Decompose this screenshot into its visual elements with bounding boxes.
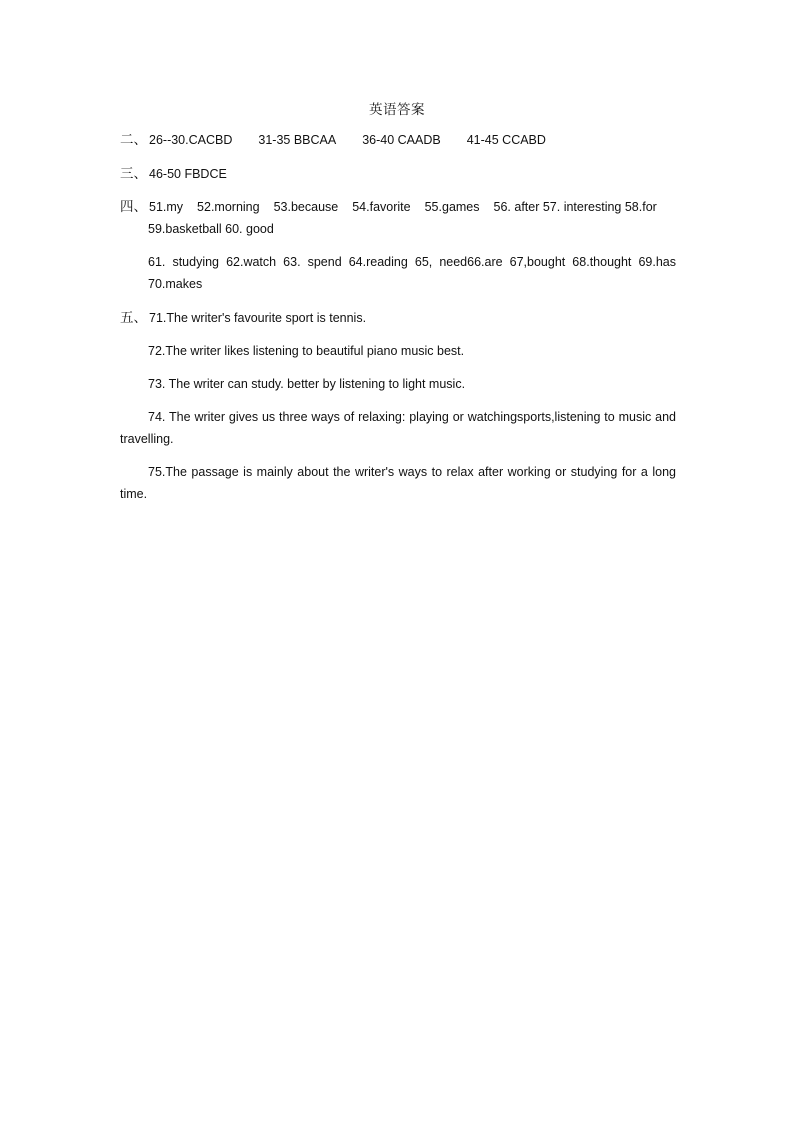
section-2-line [120,129,676,151]
section-4-line-1 [120,196,676,218]
answer-sentence-72: 72.The writer likes listening to beautiful piano music best. [148,344,465,358]
answer-sentence-75: 75.The passage is mainly about the writer's ways to relax after working or studying for a long time. [120,465,676,501]
answer-item: 56. after 57. interesting 58.for [493,200,657,214]
answer-group: 36-40 CAADB [362,133,441,147]
answer-sentence-73: 73. The writer can study. better by listening to light music. [148,377,466,391]
answer-item: 52.morning [197,200,260,214]
section-3-line [120,163,676,185]
section-3-marker: 三、 [120,166,147,182]
answer-group: 31-35 BBCAA [258,133,337,147]
answer-sentence-74: 74. The writer gives us three ways of relaxing: playing or watchingsports,listening to music and travelling. [120,410,676,446]
answer-item: 51.my [149,200,184,214]
answer-group: 41-45 CCABD [466,133,546,147]
answer-item: 54.favorite [352,200,411,214]
answer-sentence: 71.The writer's favourite sport is tennis. [149,311,367,325]
answer-group: 26--30.CACBD [149,133,233,147]
section-4-line-2: 59.basketball 60. good [148,222,274,236]
answer-group: 46-50 FBDCE [149,167,227,181]
section-4-line-4: 70.makes [148,277,203,291]
section-5-marker: 五、 [120,310,147,326]
section-5-line [120,307,676,329]
answer-item: 53.because [273,200,339,214]
answer-item: 55.games [424,200,480,214]
section-4-line-3: 61. studying 62.watch 63. spend 64.reading 65, need66.are 67,bought 68.thought 69.has [148,255,676,269]
page-title: 英语答案 [369,102,425,118]
section-2-marker: 二、 [120,132,147,148]
section-4-marker: 四、 [120,199,147,215]
